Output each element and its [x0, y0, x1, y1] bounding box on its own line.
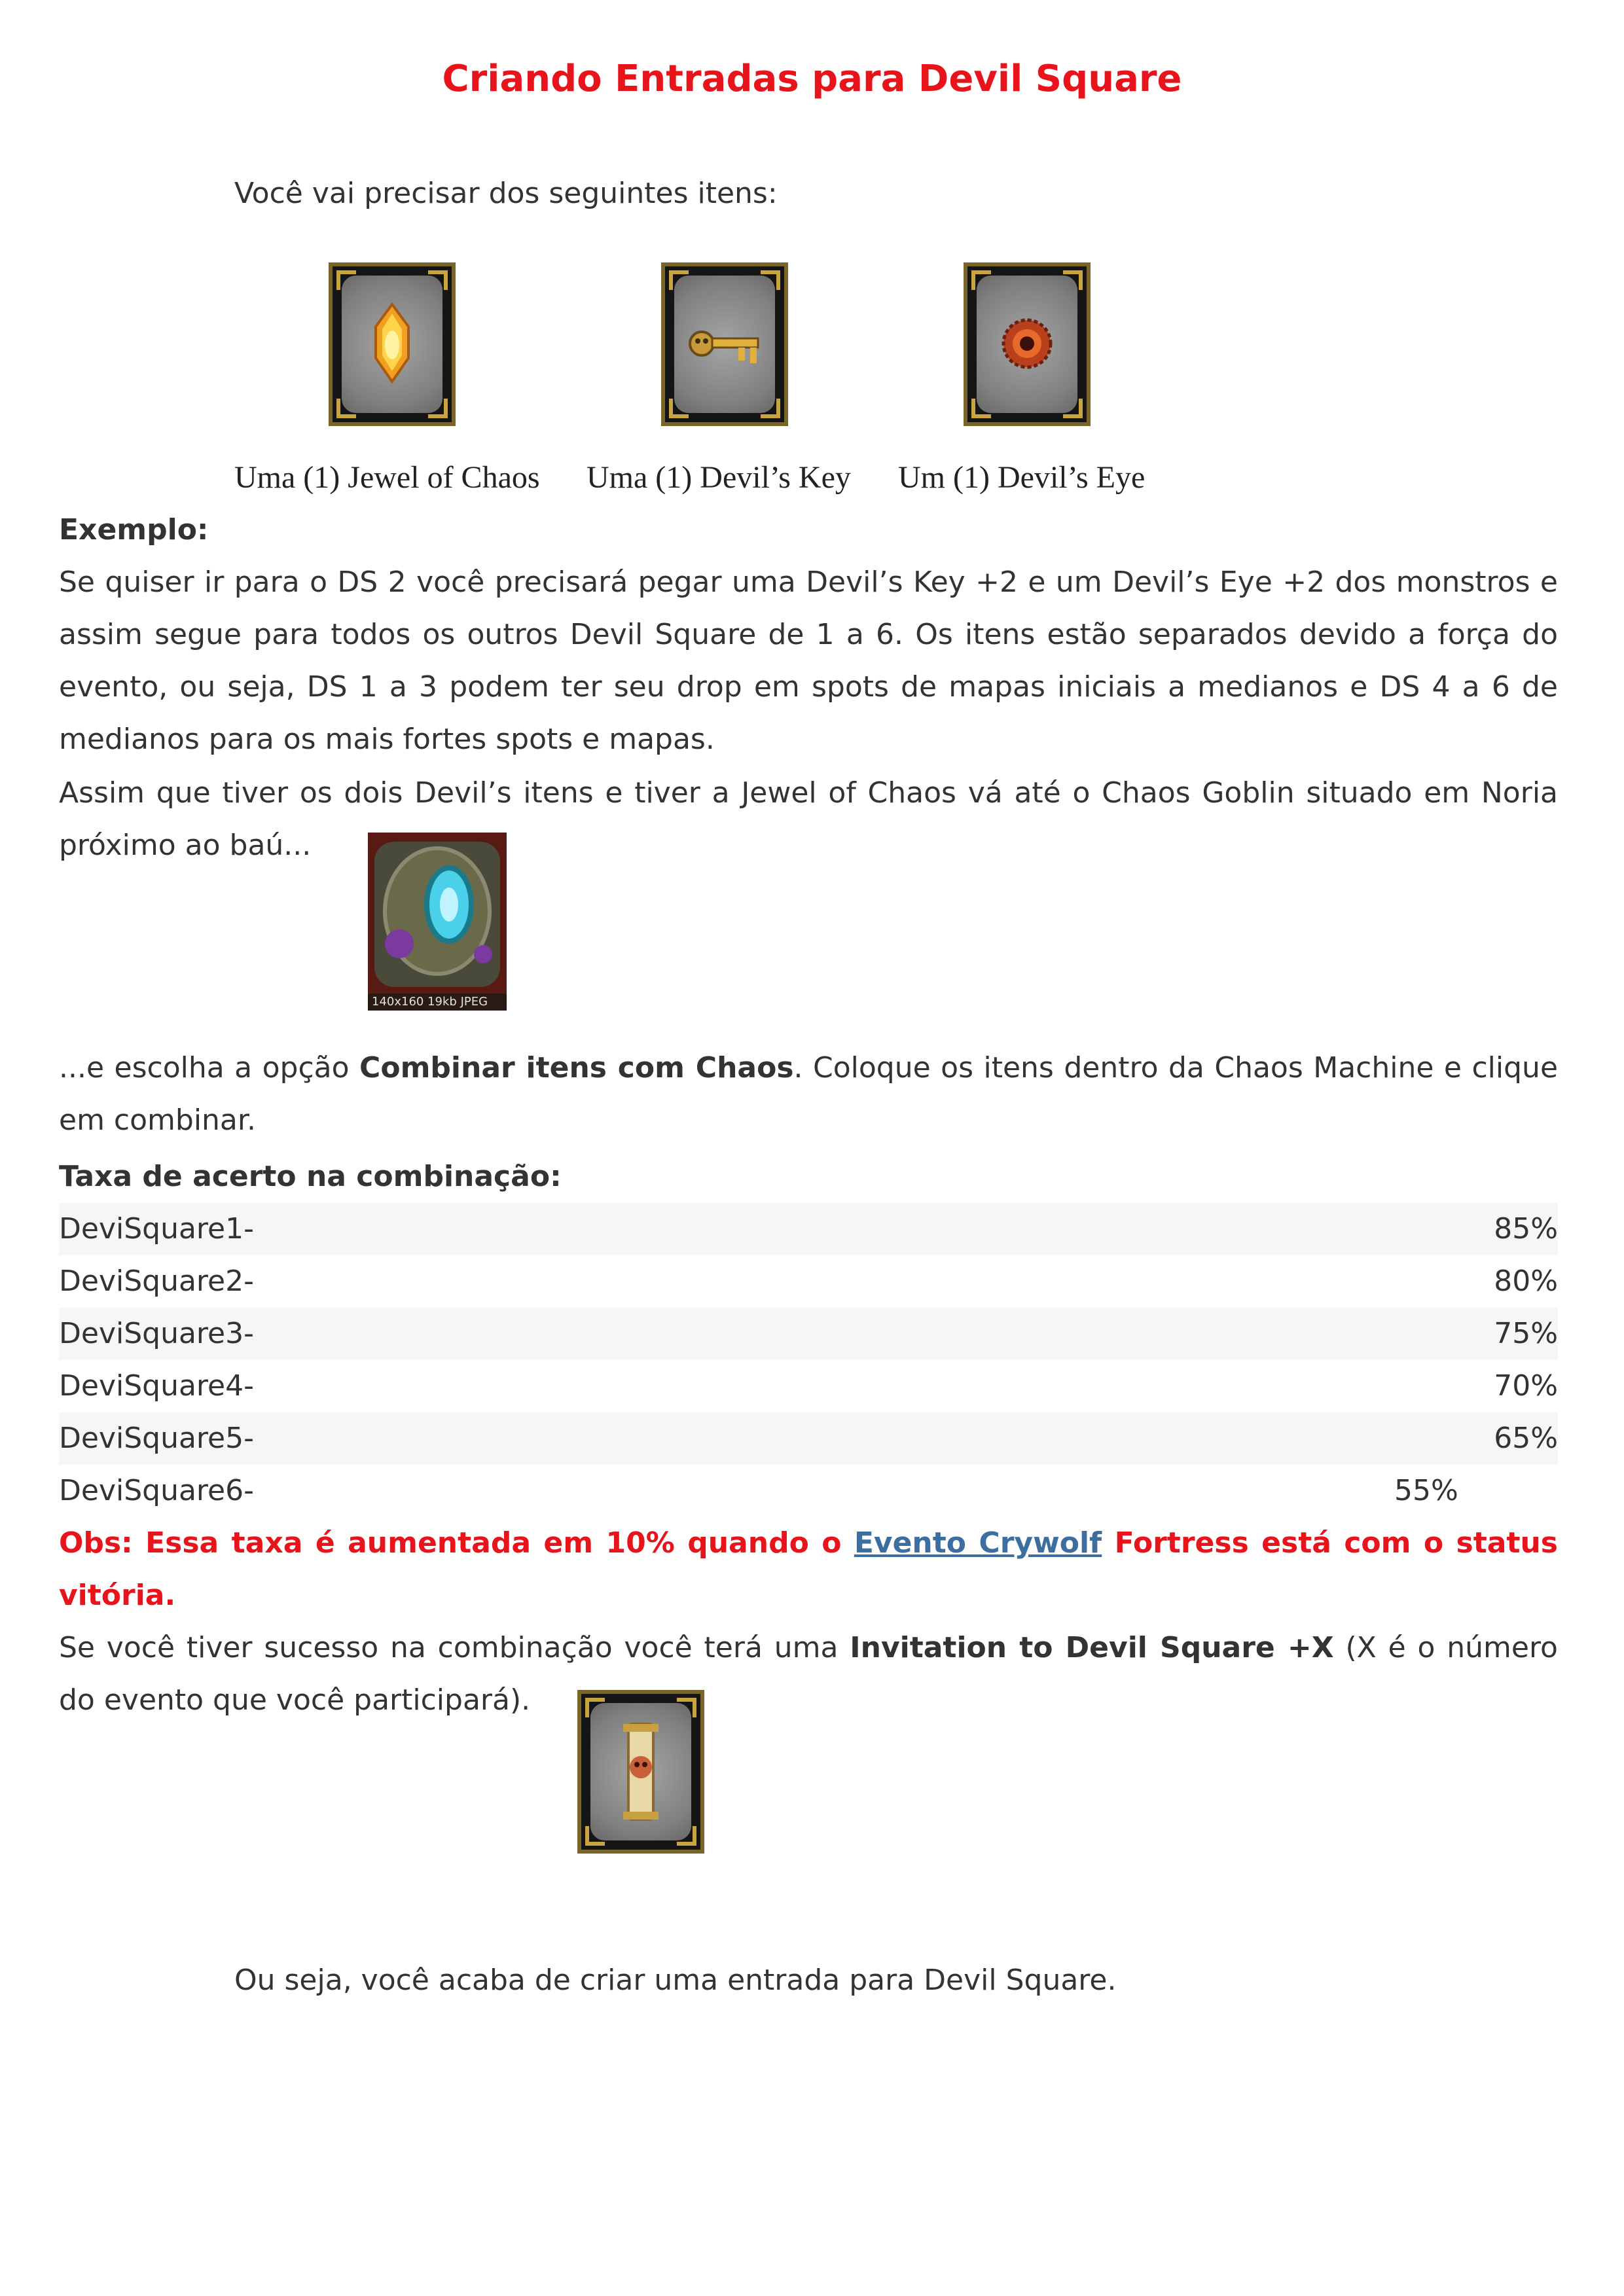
invitation-icon	[577, 1690, 704, 1854]
rate-value: 70%	[1494, 1369, 1558, 1403]
devils-eye-icon	[964, 262, 1091, 426]
obs-note	[59, 1517, 1558, 1622]
item-label-jewel: Uma (1) Jewel of Chaos	[234, 460, 540, 495]
combine-post: . Coloque os itens dentro da Chaos Machine e clique em combinar.	[59, 1051, 1559, 1137]
example-heading: Exemplo:	[59, 513, 209, 547]
rate-name: DeviSquare3-	[59, 1317, 254, 1350]
invitation-item: Invitation to Devil Square +X	[850, 1631, 1334, 1664]
combine-pre: ...e escolha a opção	[59, 1051, 360, 1085]
devils-key-icon	[661, 262, 788, 426]
rate-name: DeviSquare4-	[59, 1369, 254, 1403]
rate-value: 55%	[1394, 1474, 1458, 1507]
jewel-of-chaos-icon	[329, 262, 456, 426]
crywolf-link[interactable]: Evento Crywolf	[854, 1526, 1102, 1560]
page-title: Criando Entradas para Devil Square	[442, 58, 1182, 100]
obs-pre: Obs: Essa taxa é aumentada em 10% quando o	[59, 1526, 854, 1560]
invitation-post: (X é o número do evento que você participará).	[59, 1631, 1558, 1717]
item-label-eye: Um (1) Devil’s Eye	[898, 460, 1146, 495]
rate-value: 80%	[1494, 1265, 1558, 1298]
obs-post: Fortress está com o status vitória.	[59, 1526, 1558, 1612]
paragraph-combine	[59, 1042, 1558, 1147]
rate-row	[59, 1255, 1558, 1308]
rate-row	[59, 1360, 1558, 1412]
rate-value: 85%	[1494, 1212, 1558, 1246]
paragraph-goblin: Assim que tiver os dois Devil’s itens e tiver a Jewel of Chaos vá até o Chaos Goblin situado em Noria próximo ao baú...	[59, 776, 1558, 862]
rate-value: 65%	[1494, 1422, 1558, 1455]
closing-text: Ou seja, você acaba de criar uma entrada para Devil Square.	[234, 1964, 1117, 1997]
combine-option: Combinar itens com Chaos	[359, 1051, 794, 1085]
chaos-goblin-image	[368, 833, 507, 1011]
rate-row	[59, 1203, 1558, 1255]
paragraph-example: Se quiser ir para o DS 2 você precisará pegar uma Devil’s Key +2 e um Devil’s Eye +2 dos monstros e assim segue para todos os outros Devil Square de 1 a 6. Os itens estão separados devido a força do evento, ou seja, DS 1 a 3 podem ter seu drop em spots de mapas iniciais a medianos e DS 4 a 6 de medianos para os mais fortes spots e mapas.	[59, 565, 1558, 756]
item-label-key: Uma (1) Devil’s Key	[586, 460, 851, 495]
rate-name: DeviSquare6-	[59, 1474, 254, 1507]
invitation-pre: Se você tiver sucesso na combinação você terá uma	[59, 1631, 850, 1664]
rate-row	[59, 1308, 1558, 1360]
rate-row	[59, 1412, 1558, 1465]
rate-heading: Taxa de acerto na combinação:	[59, 1160, 562, 1193]
rate-name: DeviSquare1-	[59, 1212, 254, 1246]
paragraph-invitation	[59, 1622, 1558, 1727]
rate-name: DeviSquare2-	[59, 1265, 254, 1298]
rate-value: 75%	[1494, 1317, 1558, 1350]
intro-text: Você vai precisar dos seguintes itens:	[234, 177, 778, 210]
rate-row	[59, 1465, 1558, 1517]
image-caption: 140x160 19kb JPEG	[372, 995, 488, 1009]
rate-name: DeviSquare5-	[59, 1422, 254, 1455]
